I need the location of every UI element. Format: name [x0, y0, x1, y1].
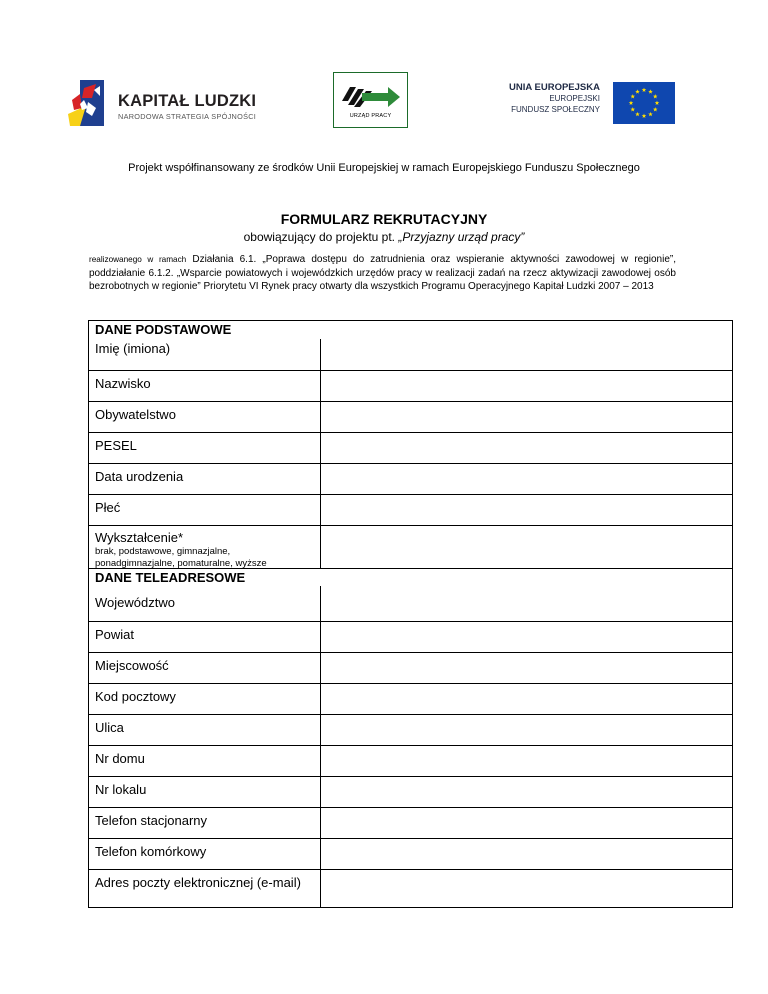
- apartment-number-input[interactable]: [320, 777, 732, 808]
- kapital-ludzki-subtitle: NARODOWA STRATEGIA SPÓJNOŚCI: [118, 112, 257, 121]
- field-label: Nr domu: [95, 751, 145, 766]
- form-row-sex: [89, 494, 732, 526]
- form-title: FORMULARZ REKRUTACYJNY: [280, 211, 488, 227]
- field-label: Obywatelstwo: [95, 407, 176, 422]
- eu-name: UNIA EUROPEJSKA: [509, 82, 600, 93]
- section-header-contact: [89, 568, 732, 587]
- project-name: „Przyjazny urząd pracy”: [398, 230, 525, 244]
- form-row-education: [89, 525, 732, 569]
- field-label: Miejscowość: [95, 658, 169, 673]
- form-row-pesel: [89, 432, 732, 464]
- form-row-last-name: [89, 370, 732, 402]
- form-subtitle: [0, 230, 768, 244]
- mobile-input[interactable]: [320, 839, 732, 870]
- section-header-basic: [89, 321, 732, 339]
- urzad-pracy-logo: [333, 72, 408, 128]
- education-hint: ponadgimnazjalne, pomaturalne, wyższe: [95, 558, 267, 569]
- field-label: Nazwisko: [95, 376, 151, 391]
- cofinance-note: Projekt współfinansowany ze środków Unii Europejskiej w ramach Europejskiego Funduszu Społecznego: [128, 162, 640, 174]
- county-input[interactable]: [320, 622, 732, 653]
- field-label: Ulica: [95, 720, 124, 735]
- field-label: Powiat: [95, 627, 135, 642]
- field-label: Wykształcenie*: [95, 530, 184, 545]
- field-label: Adres poczty elektronicznej (e-mail): [95, 875, 301, 890]
- efs-name-line2: FUNDUSZ SPOŁECZNY: [511, 105, 600, 114]
- kapital-ludzki-logo: [66, 74, 266, 132]
- description-body: Działania 6.1. „Poprawa dostępu do zatrudnienia oraz wspieranie aktywności zawodowej w regionie”, poddziałanie 6.1.2. „Wsparcie powiatowych i wojewódzkich urzędów pracy w realizacji zadań na rzecz aktywizacji zawodowej osób bezrobotnych w regionie” Priorytetu VI Rynek pracy otwarty dla wszystkich Programu Operacyjnego Kapitał Ludzki 2007 – 2013: [89, 254, 677, 292]
- eu-efs-logo: [500, 82, 675, 124]
- form-row-postal-code: [89, 683, 732, 715]
- form-row-apartment-number: [89, 776, 732, 808]
- pesel-input[interactable]: [320, 433, 732, 464]
- section-heading-basic: DANE PODSTAWOWE: [95, 322, 232, 337]
- form-subtitle-prefix: obowiązujący do projektu pt.: [243, 230, 399, 244]
- project-description: [89, 253, 676, 294]
- field-label: PESEL: [95, 438, 137, 453]
- sex-input[interactable]: [320, 495, 732, 526]
- form-row-landline: [89, 807, 732, 839]
- town-input[interactable]: [320, 653, 732, 684]
- field-label: Województwo: [95, 595, 175, 610]
- form-row-first-name: [89, 339, 732, 370]
- field-label: Nr lokalu: [95, 782, 147, 797]
- field-label: Telefon stacjonarny: [95, 813, 208, 828]
- postal-code-input[interactable]: [320, 684, 732, 715]
- urzad-pracy-emblem-icon: [340, 81, 402, 111]
- description-lead: realizowanego w ramach: [89, 255, 187, 264]
- email-input[interactable]: [320, 870, 732, 908]
- eu-efs-text: [509, 82, 600, 115]
- urzad-pracy-label: URZĄD PRACY: [349, 113, 392, 119]
- street-input[interactable]: [320, 715, 732, 746]
- landline-input[interactable]: [320, 808, 732, 839]
- field-label: Telefon komórkowy: [95, 844, 207, 859]
- form-row-town: [89, 652, 732, 684]
- voivodeship-input[interactable]: [320, 586, 732, 621]
- field-label: Płeć: [95, 500, 121, 515]
- efs-name-line1: EUROPEJSKI: [549, 94, 600, 103]
- form-row-house-number: [89, 745, 732, 777]
- first-name-input[interactable]: [320, 339, 732, 370]
- citizenship-input[interactable]: [320, 402, 732, 433]
- form-row-birth-date: [89, 463, 732, 495]
- house-number-input[interactable]: [320, 746, 732, 777]
- form-row-voivodeship: [89, 586, 732, 621]
- field-label: Kod pocztowy: [95, 689, 176, 704]
- form-row-email: [89, 869, 732, 908]
- form-row-mobile: [89, 838, 732, 870]
- form-row-citizenship: [89, 401, 732, 433]
- field-label: Data urodzenia: [95, 469, 184, 484]
- kapital-ludzki-title: KAPITAŁ LUDZKI: [118, 92, 257, 110]
- form-row-street: [89, 714, 732, 746]
- section-heading-contact: DANE TELEADRESOWE: [95, 570, 246, 585]
- education-hint: brak, podstawowe, gimnazjalne,: [95, 546, 231, 557]
- kapital-ludzki-emblem-icon: [66, 74, 116, 132]
- field-label: Imię (imiona): [95, 341, 171, 356]
- education-input[interactable]: [320, 526, 732, 569]
- form-row-county: [89, 621, 732, 653]
- last-name-input[interactable]: [320, 371, 732, 402]
- eu-flag-icon: [613, 82, 675, 124]
- recruitment-form-table: [88, 320, 733, 908]
- birth-date-input[interactable]: [320, 464, 732, 495]
